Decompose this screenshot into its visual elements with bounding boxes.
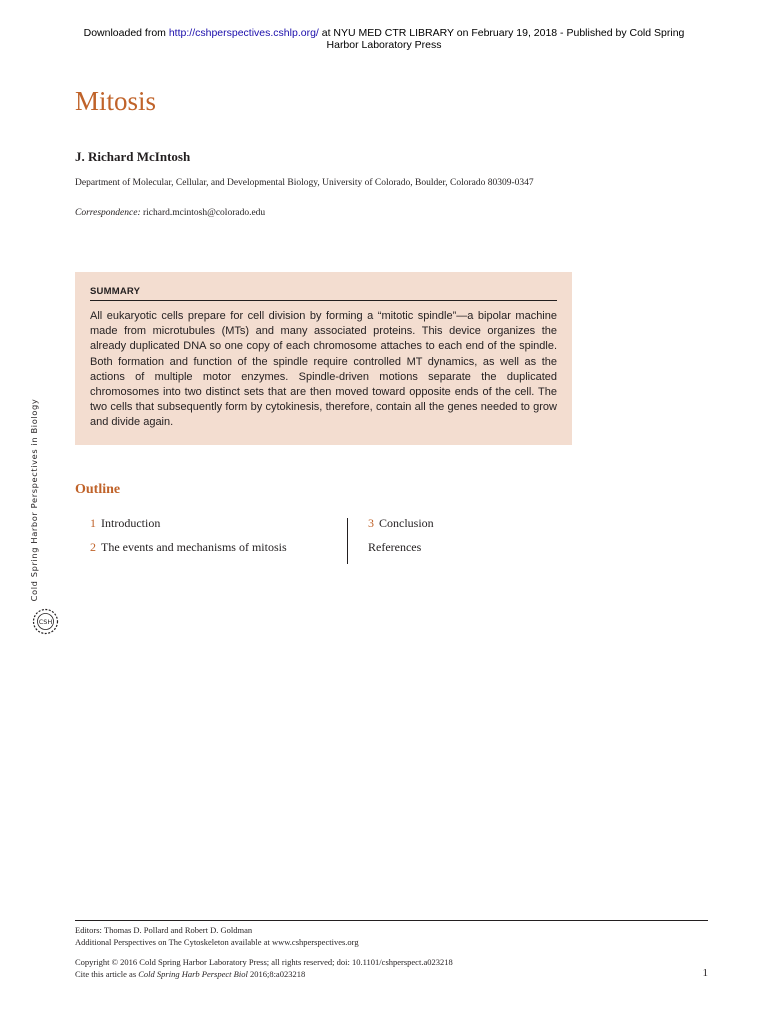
article-title: Mitosis bbox=[75, 86, 157, 116]
correspondence-label: Correspondence: bbox=[75, 208, 141, 218]
outline-item-introduction[interactable]: 1 Introduction bbox=[90, 516, 161, 530]
summary-box bbox=[75, 272, 572, 445]
outline-item-events-mechanisms[interactable]: 2 The events and mechanisms of mitosis bbox=[90, 540, 287, 554]
footer-editors: Editors: Thomas D. Pollard and Robert D. Goldman bbox=[75, 925, 253, 935]
correspondence-email[interactable]: richard.mcintosh@colorado.edu bbox=[140, 208, 266, 218]
summary-heading: SUMMARY bbox=[90, 286, 557, 301]
correspondence bbox=[75, 208, 265, 218]
download-banner-line2: Harbor Laboratory Press bbox=[326, 39, 442, 51]
download-banner-line1: Downloaded from http://cshperspectives.cshlp.org/ at NYU MED CTR LIBRARY on February 19, 2018 - Published by Cold Spring bbox=[83, 27, 685, 39]
footer-citation: Cite this article as Cold Spring Harb Perspect Biol 2016;8:a023218 bbox=[75, 969, 306, 979]
journal-side-label-text: Cold Spring Harbor Perspectives in Biology bbox=[29, 398, 39, 602]
download-banner bbox=[60, 27, 708, 51]
journal-side-label bbox=[24, 395, 44, 605]
page-number: 1 bbox=[702, 967, 708, 979]
outline-item-conclusion[interactable]: 3 Conclusion bbox=[368, 516, 434, 530]
cshl-logo-icon bbox=[31, 607, 60, 636]
outline-divider bbox=[347, 518, 348, 564]
footer-additional-perspectives: Additional Perspectives on The Cytoskeleton available at www.cshperspectives.org bbox=[75, 937, 359, 947]
outline-heading: Outline bbox=[75, 482, 121, 497]
logo-text: CSH bbox=[38, 618, 53, 626]
article-author: J. Richard McIntosh bbox=[75, 149, 191, 164]
footer-copyright: Copyright © 2016 Cold Spring Harbor Laboratory Press; all rights reserved; doi: 10.1101/cshperspect.a023218 bbox=[75, 957, 453, 967]
author-affiliation: Department of Molecular, Cellular, and Developmental Biology, University of Colorado, Boulder, Colorado 80309-0347 bbox=[75, 178, 534, 188]
outline-item-references[interactable]: References bbox=[368, 540, 422, 554]
summary-text: All eukaryotic cells prepare for cell division by forming a “mitotic spindle”—a bipolar machine made from microtubules (MTs) and many associated proteins. This device organizes the already duplicated DNA so one copy of each chromosome attaches to each end of the spindle. Both formation and function of the spindle require controlled MT dynamics, as well as the actions of multiple motor enzymes. Spindle-driven motions separate the duplicated chromosomes into two distinct sets that are then moved toward opposite ends of the cell. The two cells that subsequently form by cytokinesis, therefore, contain all the genes needed to grow and divide again. bbox=[90, 310, 557, 429]
download-source-link[interactable]: http://cshperspectives.cshlp.org/ bbox=[168, 27, 319, 39]
footer-rule bbox=[75, 920, 708, 921]
